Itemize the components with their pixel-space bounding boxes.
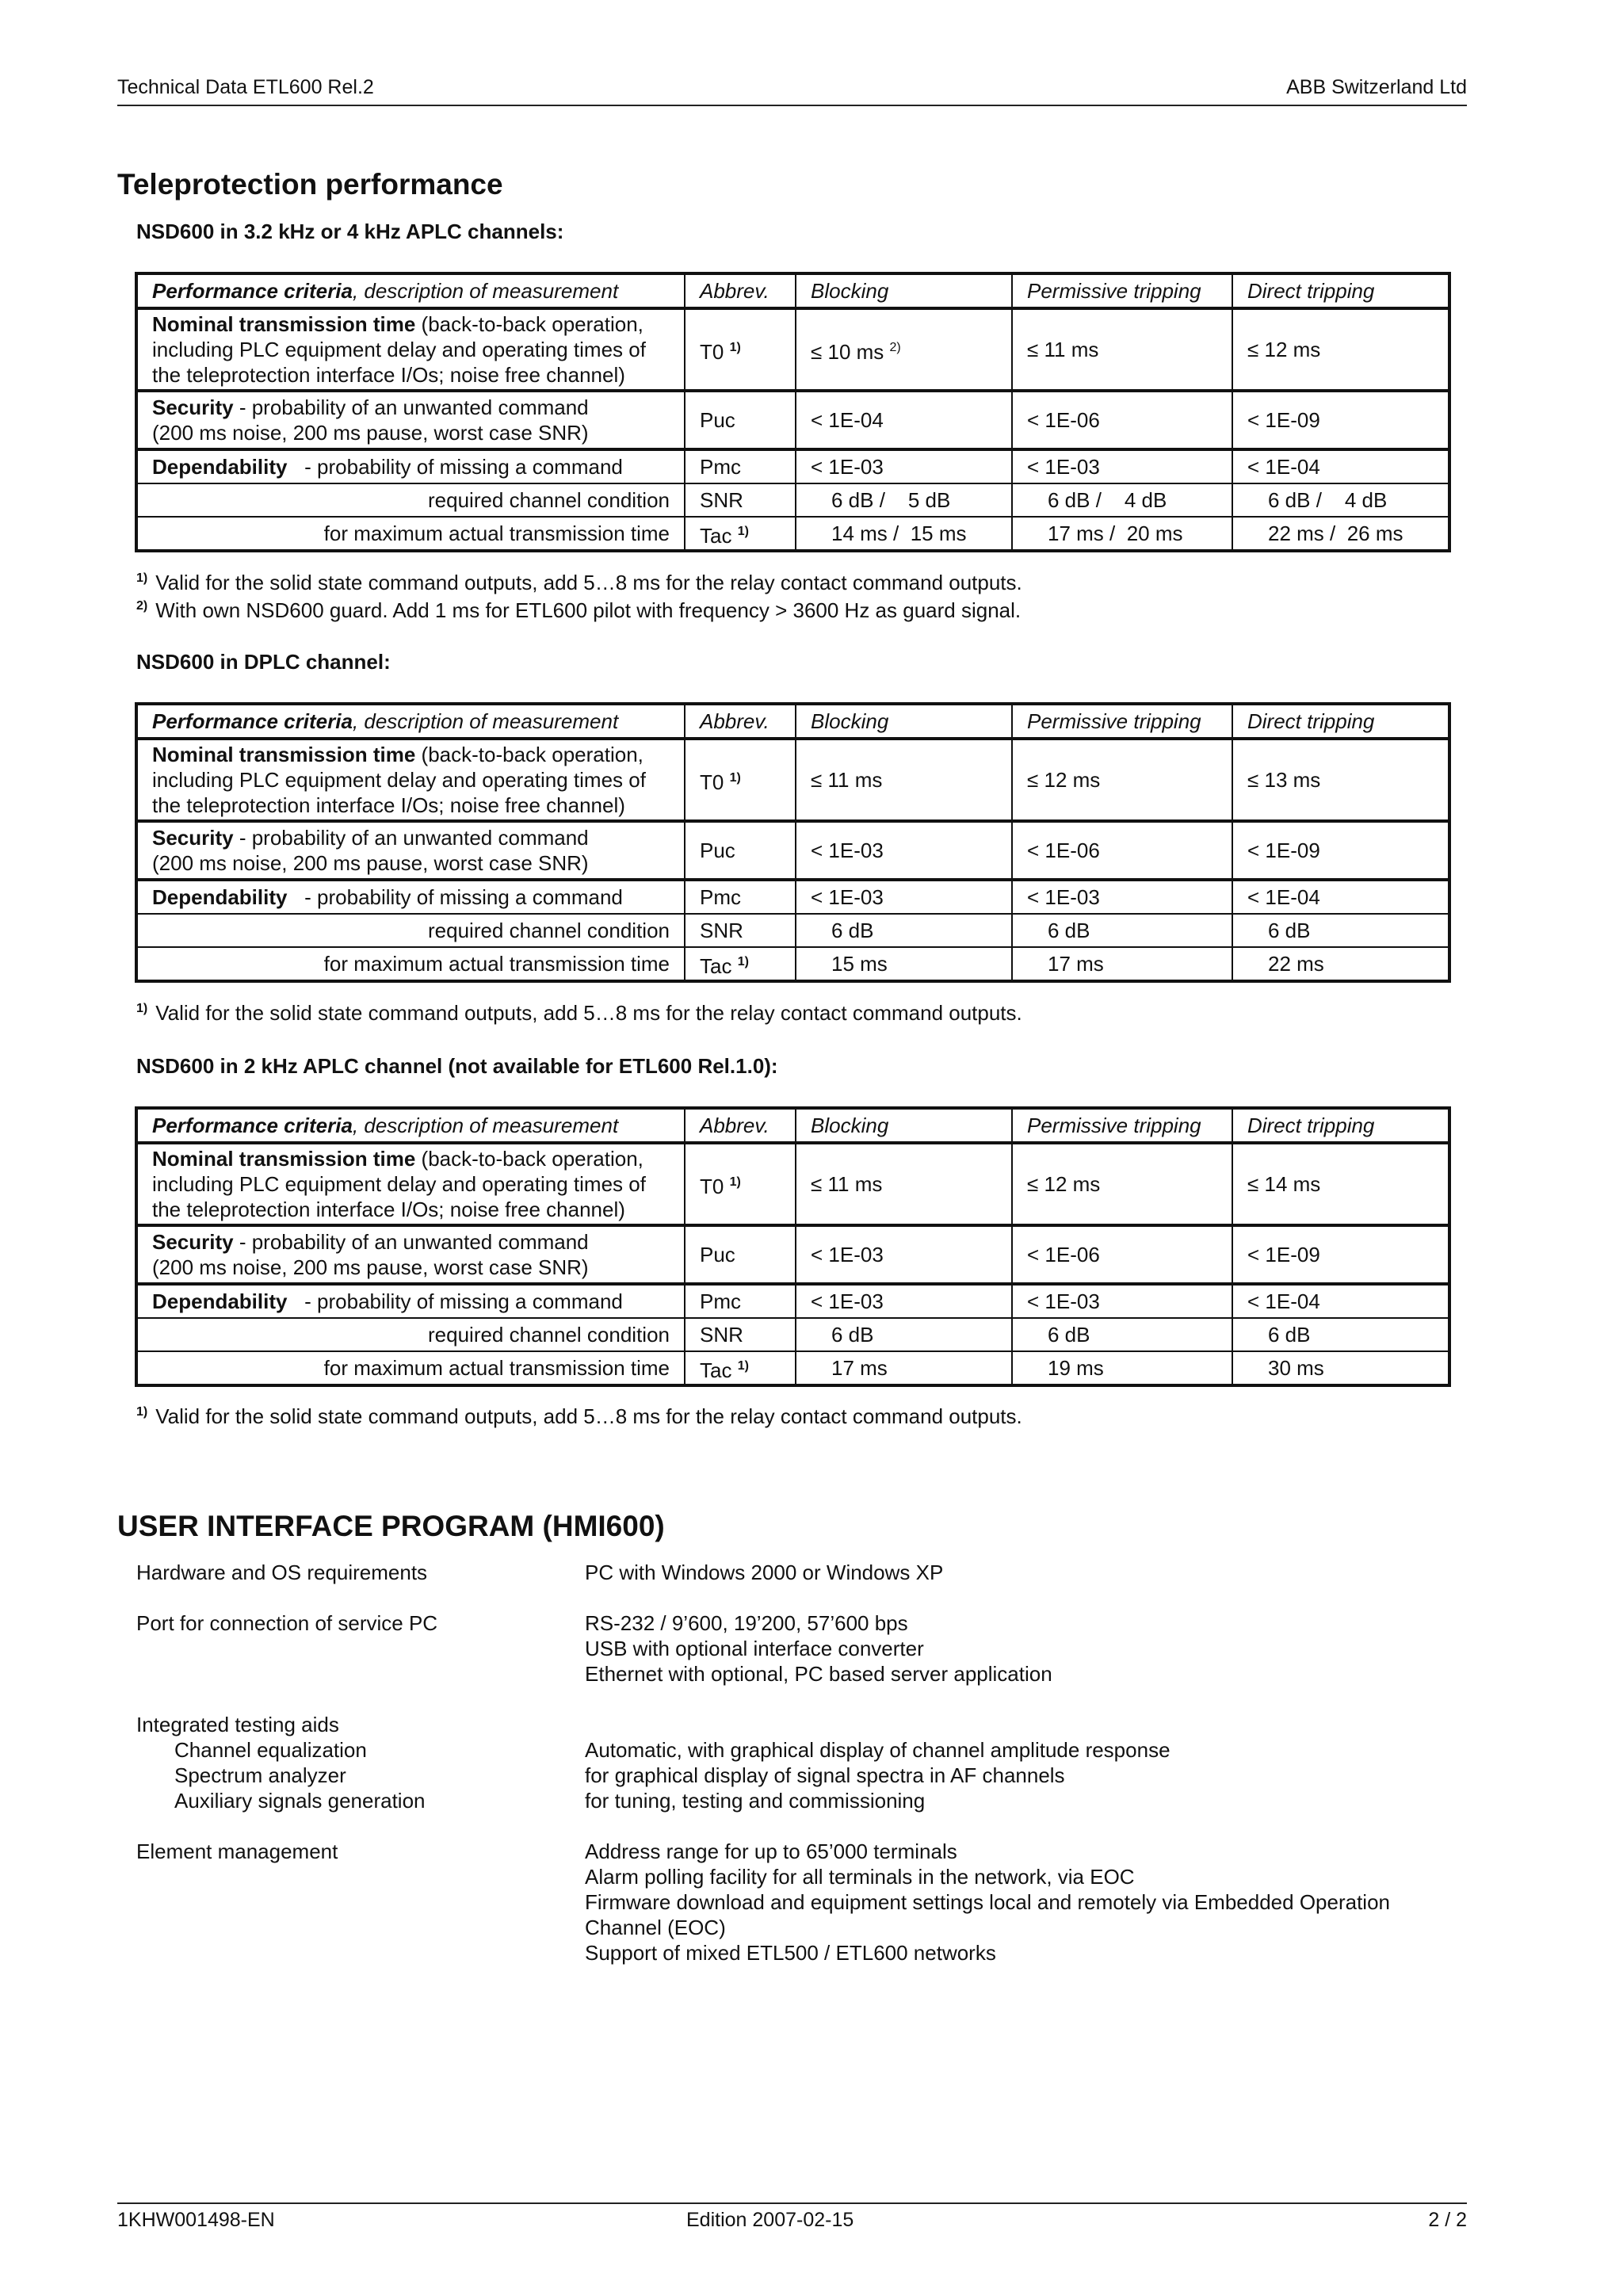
value-cell: < 1E-03	[796, 449, 1012, 483]
col-header-criteria: Performance criteria, description of measurement	[136, 273, 685, 308]
col-header-blocking: Blocking	[796, 704, 1012, 739]
abbrev-cell: Puc	[685, 1225, 796, 1284]
performance-table	[135, 1106, 1451, 1387]
section-title-teleprotection: Teleprotection performance	[117, 168, 503, 201]
col-header-abbrev: Abbrev.	[685, 704, 796, 739]
section-title-hmi600: USER INTERFACE PROGRAM (HMI600)	[117, 1510, 665, 1542]
row-label-required: required channel condition	[136, 1318, 685, 1351]
performance-table	[135, 702, 1451, 983]
table-title: NSD600 in 3.2 kHz or 4 kHz APLC channels:	[136, 220, 564, 243]
footnote: $^{1)}$ Valid for the solid state command outputs, add 5…8 ms for the relay contact command outputs.	[136, 1001, 1022, 1025]
value-cell: 14 ms / 15 ms	[796, 517, 1012, 551]
row-label-dependability: Dependability - probability of missing a command	[136, 880, 685, 914]
value-cell: 6 dB / 4 dB	[1012, 483, 1232, 517]
abbrev-cell: Tac $^{1)}$	[685, 1351, 796, 1385]
spec-value: Address range for up to 65’000 terminals	[585, 1839, 957, 1863]
row-label-security: Security - probability of an unwanted command (200 ms noise, 200 ms pause, worst case SNR)	[136, 821, 685, 880]
table-row	[136, 914, 1449, 947]
abbrev-cell: T0 $^{1)}$	[685, 739, 796, 821]
table-row	[136, 449, 1449, 483]
spec-value: Alarm polling facility for all terminals in the network, via EOC	[585, 1865, 1135, 1889]
spec-key-port: Port for connection of service PC	[136, 1611, 438, 1635]
value-cell: < 1E-03	[796, 880, 1012, 914]
row-label-maxtime: for maximum actual transmission time	[136, 1351, 685, 1385]
abbrev-cell: Pmc	[685, 449, 796, 483]
value-cell: 17 ms	[796, 1351, 1012, 1385]
value-cell: 6 dB	[796, 914, 1012, 947]
col-header-permissive: Permissive tripping	[1012, 1108, 1232, 1143]
row-label-dependability: Dependability - probability of missing a command	[136, 1284, 685, 1318]
value-cell: 6 dB	[1012, 1318, 1232, 1351]
row-label-maxtime: for maximum actual transmission time	[136, 947, 685, 981]
value-cell: 6 dB	[1232, 1318, 1449, 1351]
value-cell: ≤ 10 ms $^{2)}$	[796, 308, 1012, 391]
footer-doc-number: 1KHW001498-EN	[117, 2209, 275, 2231]
row-label-nominal: Nominal transmission time (back-to-back operation, including PLC equipment delay and operating times of the teleprotection interface I/Os; noise free channel)	[136, 739, 685, 821]
abbrev-cell: Pmc	[685, 880, 796, 914]
abbrev-cell: Tac $^{1)}$	[685, 517, 796, 551]
value-cell: < 1E-03	[1012, 1284, 1232, 1318]
table-row	[136, 1318, 1449, 1351]
table-row	[136, 1351, 1449, 1385]
table-row	[136, 947, 1449, 981]
value-cell: < 1E-03	[796, 1284, 1012, 1318]
col-header-blocking: Blocking	[796, 1108, 1012, 1143]
header-doc-title: Technical Data ETL600 Rel.2	[117, 76, 374, 98]
abbrev-cell: Tac $^{1)}$	[685, 947, 796, 981]
value-cell: < 1E-04	[1232, 449, 1449, 483]
value-cell: ≤ 12 ms	[1012, 739, 1232, 821]
value-cell: < 1E-03	[796, 821, 1012, 880]
abbrev-cell: T0 $^{1)}$	[685, 1143, 796, 1225]
col-header-direct: Direct tripping	[1232, 704, 1449, 739]
col-header-direct: Direct tripping	[1232, 273, 1449, 308]
table-row	[136, 821, 1449, 880]
spec-subkey: Auxiliary signals generation	[174, 1789, 426, 1813]
row-label-security: Security - probability of an unwanted command (200 ms noise, 200 ms pause, worst case SNR)	[136, 1225, 685, 1284]
value-cell: < 1E-06	[1012, 1225, 1232, 1284]
value-cell: ≤ 11 ms	[796, 739, 1012, 821]
table-row	[136, 483, 1449, 517]
value-cell: ≤ 13 ms	[1232, 739, 1449, 821]
value-cell: < 1E-09	[1232, 391, 1449, 449]
spec-key-hardware: Hardware and OS requirements	[136, 1561, 428, 1584]
page-header	[117, 76, 1467, 106]
value-cell: ≤ 11 ms	[796, 1143, 1012, 1225]
value-cell: < 1E-04	[1232, 880, 1449, 914]
abbrev-cell: T0 $^{1)}$	[685, 308, 796, 391]
value-cell: 6 dB / 4 dB	[1232, 483, 1449, 517]
footnote: $^{2)}$ With own NSD600 guard. Add 1 ms for ETL600 pilot with frequency > 3600 Hz as guard signal.	[136, 598, 1022, 622]
table-row	[136, 739, 1449, 821]
spec-key-testing: Integrated testing aids	[136, 1713, 339, 1736]
table-header-row	[136, 1108, 1449, 1143]
page-footer	[117, 2202, 1467, 2237]
value-cell: < 1E-06	[1012, 821, 1232, 880]
spec-value: PC with Windows 2000 or Windows XP	[585, 1561, 944, 1584]
value-cell: < 1E-09	[1232, 821, 1449, 880]
table-title: NSD600 in DPLC channel:	[136, 650, 391, 674]
row-label-nominal: Nominal transmission time (back-to-back operation, including PLC equipment delay and operating times of the teleprotection interface I/Os; noise free channel)	[136, 308, 685, 391]
spec-value: Automatic, with graphical display of channel amplitude response	[585, 1738, 1170, 1762]
row-label-maxtime: for maximum actual transmission time	[136, 517, 685, 551]
table-row	[136, 308, 1449, 391]
col-header-abbrev: Abbrev.	[685, 1108, 796, 1143]
col-header-abbrev: Abbrev.	[685, 273, 796, 308]
table-row	[136, 880, 1449, 914]
spec-value: for graphical display of signal spectra in AF channels	[585, 1763, 1065, 1787]
value-cell: 6 dB	[796, 1318, 1012, 1351]
abbrev-cell: SNR	[685, 914, 796, 947]
value-cell: < 1E-04	[796, 391, 1012, 449]
value-cell: < 1E-03	[1012, 880, 1232, 914]
footer-page-number: 2 / 2	[1428, 2209, 1467, 2231]
value-cell: < 1E-09	[1232, 1225, 1449, 1284]
footer-edition: Edition 2007-02-15	[686, 2209, 854, 2231]
spec-key-element: Element management	[136, 1839, 338, 1863]
value-cell: 6 dB / 5 dB	[796, 483, 1012, 517]
value-cell: < 1E-06	[1012, 391, 1232, 449]
value-cell: 15 ms	[796, 947, 1012, 981]
table-header-row	[136, 273, 1449, 308]
abbrev-cell: SNR	[685, 483, 796, 517]
value-cell: ≤ 11 ms	[1012, 308, 1232, 391]
value-cell: < 1E-04	[1232, 1284, 1449, 1318]
spec-subkey: Channel equalization	[174, 1738, 367, 1762]
abbrev-cell: Puc	[685, 391, 796, 449]
spec-value: Firmware download and equipment settings local and remotely via Embedded Operation	[585, 1890, 1391, 1914]
row-label-required: required channel condition	[136, 914, 685, 947]
table-row	[136, 391, 1449, 449]
value-cell: 22 ms / 26 ms	[1232, 517, 1449, 551]
abbrev-cell: Pmc	[685, 1284, 796, 1318]
value-cell: 17 ms	[1012, 947, 1232, 981]
spec-value: Ethernet with optional, PC based server application	[585, 1662, 1052, 1686]
spec-value: Channel (EOC)	[585, 1916, 726, 1939]
value-cell: < 1E-03	[1012, 449, 1232, 483]
abbrev-cell: Puc	[685, 821, 796, 880]
row-label-required: required channel condition	[136, 483, 685, 517]
value-cell: 22 ms	[1232, 947, 1449, 981]
col-header-criteria: Performance criteria, description of measurement	[136, 704, 685, 739]
col-header-permissive: Permissive tripping	[1012, 704, 1232, 739]
col-header-criteria: Performance criteria, description of measurement	[136, 1108, 685, 1143]
header-company: ABB Switzerland Ltd	[1286, 76, 1467, 98]
value-cell: 19 ms	[1012, 1351, 1232, 1385]
table-row	[136, 1143, 1449, 1225]
col-header-direct: Direct tripping	[1232, 1108, 1449, 1143]
row-label-nominal: Nominal transmission time (back-to-back operation, including PLC equipment delay and operating times of the teleprotection interface I/Os; noise free channel)	[136, 1143, 685, 1225]
table-title: NSD600 in 2 kHz APLC channel (not available for ETL600 Rel.1.0):	[136, 1054, 778, 1078]
row-label-dependability: Dependability - probability of missing a command	[136, 449, 685, 483]
value-cell: 6 dB	[1232, 914, 1449, 947]
footnote: $^{1)}$ Valid for the solid state command outputs, add 5…8 ms for the relay contact command outputs.	[136, 571, 1022, 594]
value-cell: ≤ 14 ms	[1232, 1143, 1449, 1225]
performance-table	[135, 272, 1451, 552]
value-cell: ≤ 12 ms	[1012, 1143, 1232, 1225]
spec-subkey: Spectrum analyzer	[174, 1763, 346, 1787]
table-row	[136, 1225, 1449, 1284]
footnote: $^{1)}$ Valid for the solid state command outputs, add 5…8 ms for the relay contact command outputs.	[136, 1404, 1022, 1428]
value-cell: 17 ms / 20 ms	[1012, 517, 1232, 551]
abbrev-cell: SNR	[685, 1318, 796, 1351]
spec-value: USB with optional interface converter	[585, 1637, 924, 1660]
table-header-row	[136, 704, 1449, 739]
value-cell: 30 ms	[1232, 1351, 1449, 1385]
spec-value: RS-232 / 9’600, 19’200, 57’600 bps	[585, 1611, 908, 1635]
value-cell: ≤ 12 ms	[1232, 308, 1449, 391]
col-header-blocking: Blocking	[796, 273, 1012, 308]
spec-value: for tuning, testing and commissioning	[585, 1789, 926, 1813]
row-label-security: Security - probability of an unwanted command (200 ms noise, 200 ms pause, worst case SNR)	[136, 391, 685, 449]
value-cell: < 1E-03	[796, 1225, 1012, 1284]
table-row	[136, 517, 1449, 551]
spec-value: Support of mixed ETL500 / ETL600 networks	[585, 1941, 996, 1965]
table-row	[136, 1284, 1449, 1318]
col-header-permissive: Permissive tripping	[1012, 273, 1232, 308]
value-cell: 6 dB	[1012, 914, 1232, 947]
